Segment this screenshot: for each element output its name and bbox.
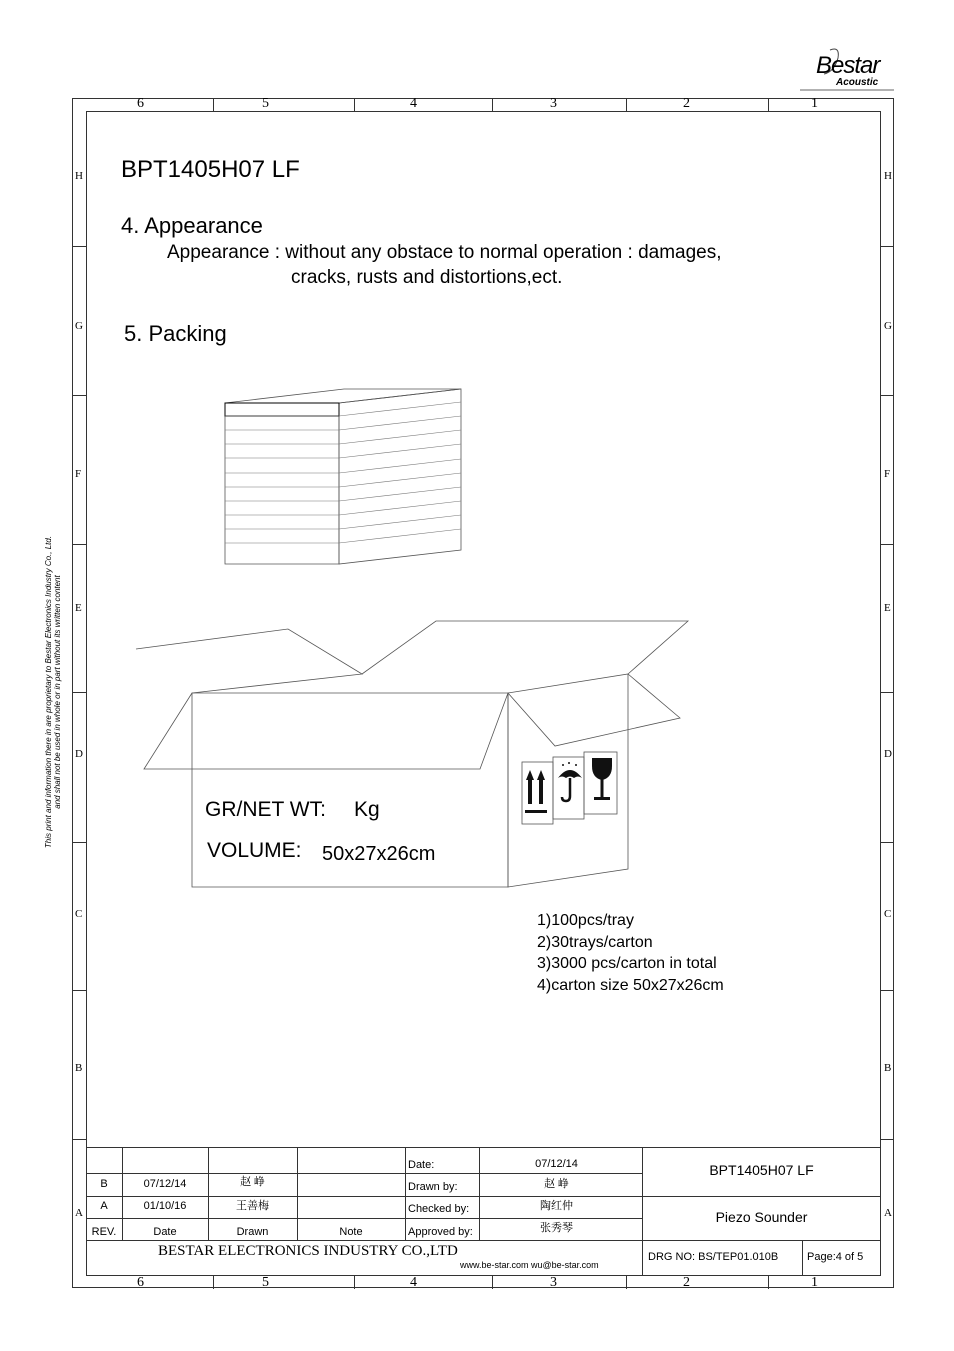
row-left-c: C [75,908,83,920]
bestar-logo [800,44,896,92]
logo-sub: Acoustic [836,77,879,88]
zone-top-5: 5 [262,96,269,111]
header-note: Note [339,1226,363,1238]
zone-top-3: 3 [550,96,557,111]
zone-bottom-6: 6 [137,1275,144,1290]
rev-a-drawn: 王善梅 [236,1200,269,1212]
part-number: BPT1405H07 LF [709,1162,814,1178]
packing-note-1: 1)100pcs/tray [537,912,634,929]
label-date: Date: [408,1159,435,1171]
notice-line-2: and shall not be used in whole or in part without its written content [53,575,62,809]
row-right-g: G [884,320,892,332]
packing-note-3: 3)3000 pcs/carton in total [537,955,717,972]
zone-bottom-3: 3 [550,1275,557,1290]
header-drawn: Drawn [236,1226,269,1238]
packing-note-4: 4)carton size 50x27x26cm [537,976,724,994]
value-date: 07/12/14 [535,1158,578,1170]
zone-top-4: 4 [410,96,417,111]
page-number: Page:4 of 5 [807,1251,864,1263]
row-right-b: B [884,1062,892,1074]
zone-top-2: 2 [683,96,690,111]
label-drawn-by: Drawn by: [408,1181,458,1193]
row-left-e: E [75,602,82,614]
tray-stack-drawing [220,385,470,570]
row-left-g: G [75,320,83,332]
drawing-number: DRG NO: BS/TEP01.010B [648,1251,779,1263]
rev-b-drawn: 赵 峥 [240,1176,265,1188]
header-rev: REV. [91,1226,117,1238]
section-5-heading: 5. Packing [124,321,227,346]
value-approved-by: 张秀琴 [540,1222,573,1234]
keep-dry-icon [555,760,585,810]
document-title: BPT1405H07 LF [121,156,300,183]
row-left-a: A [75,1207,83,1219]
row-right-d: D [884,748,892,760]
notice-line-1: This print and information there in are proprietary to Bestar Electronics Industry Co., Ltd. [44,535,53,849]
rev-b: B [100,1178,108,1190]
row-left-d: D [75,748,83,760]
volume-value: 50x27x26cm [322,843,436,865]
header-date: Date [153,1226,177,1238]
label-checked-by: Checked by: [408,1203,470,1215]
logo-brand: Bestar [816,52,880,79]
value-checked-by: 陶红仲 [540,1200,573,1212]
this-way-up-icon [523,766,549,818]
part-description: Piezo Sounder [715,1209,808,1225]
zone-top-1: 1 [811,96,818,111]
rev-b-date: 07/12/14 [143,1178,187,1190]
row-right-a: A [884,1207,892,1219]
value-drawn-by: 赵 峥 [544,1178,569,1190]
packing-notes [537,910,724,996]
zone-bottom-2: 2 [683,1275,690,1290]
gross-net-weight-unit: Kg [354,798,380,821]
row-right-c: C [884,908,892,920]
appearance-line-1: Appearance : without any obstace to normal operation : damages, [167,242,722,263]
fragile-icon [588,755,616,807]
company-name: BESTAR ELECTRONICS INDUSTRY CO.,LTD [158,1243,458,1259]
rev-a-date: 01/10/16 [143,1200,187,1212]
row-left-f: F [75,468,82,480]
zone-bottom-4: 4 [410,1275,417,1290]
section-4-heading: 4. Appearance [121,213,263,238]
appearance-line-2: cracks, rusts and distortions,ect. [291,267,563,288]
row-right-e: E [884,602,891,614]
row-right-h: H [884,170,892,182]
packing-note-2: 2)30trays/carton [537,933,653,951]
label-approved-by: Approved by: [408,1226,473,1238]
zone-top-6: 6 [137,96,144,111]
rev-a: A [100,1200,108,1212]
volume-label: VOLUME: [207,839,302,862]
company-contact: www.be-star.com wu@be-star.com [460,1260,599,1270]
row-left-h: H [75,170,83,182]
row-left-b: B [75,1062,83,1074]
row-right-f: F [884,468,891,480]
gross-net-weight-label: GR/NET WT: [205,798,326,821]
zone-bottom-1: 1 [811,1275,818,1290]
zone-bottom-5: 5 [262,1275,269,1290]
